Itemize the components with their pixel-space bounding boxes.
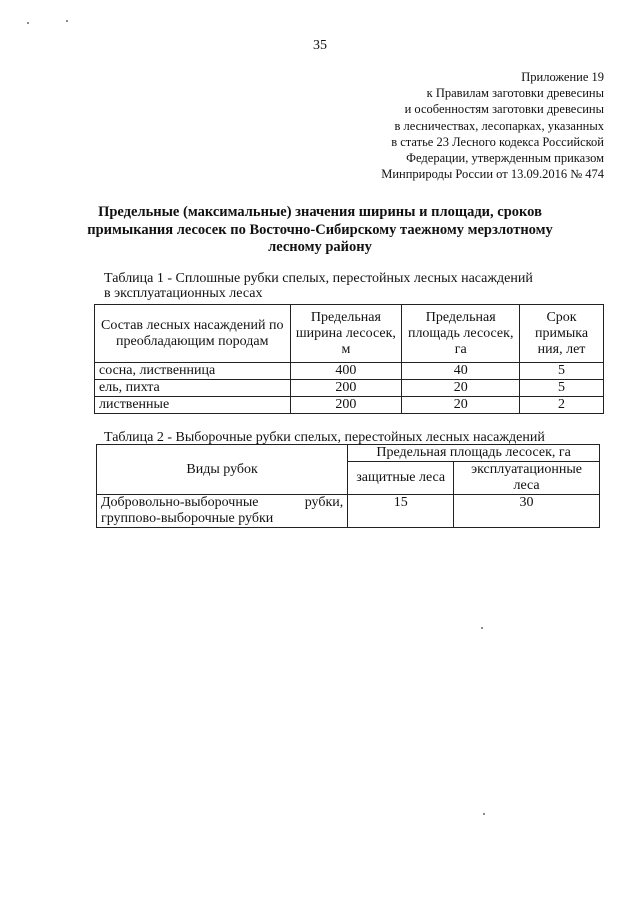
table2-header-protective: защитные леса [348,462,454,495]
title-line: Предельные (максимальные) значения ширины и площади, сроков [98,204,542,220]
table2-header-kind: Виды рубок [97,445,348,495]
table-row [95,363,604,380]
table-cell: 200 [290,397,402,414]
table1-caption-line2: в эксплуатационных лесах [104,286,263,301]
table-cell: 400 [290,363,402,380]
table-cell: 40 [402,363,520,380]
table2-header-exploitation: эксплуатационные леса [454,462,600,495]
appendix-line: Приложение 19 [521,70,604,84]
table-row [95,380,604,397]
scan-speck [27,22,29,24]
table-cell: лиственные [95,397,291,414]
title-line: примыкания лесосек по Восточно-Сибирскому таежному мерзлотному [87,221,553,238]
title-line: лесному району [268,239,372,255]
table-cell: сосна, лиственница [95,363,291,380]
table1-header-term: Срок примыка ния, лет [520,305,604,363]
table-cell: 20 [402,397,520,414]
table1-caption [104,271,533,301]
scan-speck [481,627,483,629]
appendix-line: Минприроды России от 13.09.2016 № 474 [381,167,604,182]
table2-header-area-group: Предельная площадь лесосек, га [348,445,600,462]
table-cell: 200 [290,380,402,397]
scan-speck [66,20,68,22]
document-title [70,204,570,257]
appendix-line: и особенностям заготовки древесины [404,102,604,117]
table-cell: 5 [520,363,604,380]
page-number: 35 [313,38,327,53]
appendix-line: Федерации, утвержденным приказом [406,151,604,166]
table2-caption: Таблица 2 - Выборочные рубки спелых, перестойных лесных насаждений [104,430,545,445]
table1-header-composition: Состав лесных насаждений по преобладающим породам [95,305,291,363]
appendix-block [381,69,604,182]
table-row [95,397,604,414]
table-cell: 15 [348,495,454,528]
table1 [94,304,604,414]
table-cell: 20 [402,380,520,397]
appendix-line: в статье 23 Лесного кодекса Российской [391,134,604,149]
table-cell: ель, пихта [95,380,291,397]
table1-header-row [95,305,604,363]
table2 [96,444,600,528]
appendix-line: к Правилам заготовки древесины [426,86,604,101]
table-row [97,495,600,528]
table-cell: 2 [520,397,604,414]
table2-header-row [97,445,600,462]
table-cell: 30 [454,495,600,528]
table1-header-width: Предельная ширина лесосек, м [290,305,402,363]
appendix-line: в лесничествах, лесопарках, указанных [394,118,604,133]
table1-header-area: Предельная площадь лесосек, га [402,305,520,363]
table-cell: 5 [520,380,604,397]
table-cell: Добровольно-выборочные рубки, групповo-выборочные рубки [97,495,348,528]
scan-speck [483,813,485,815]
table1-caption-line1: Таблица 1 - Сплошные рубки спелых, перестойных лесных насаждений [104,271,533,286]
